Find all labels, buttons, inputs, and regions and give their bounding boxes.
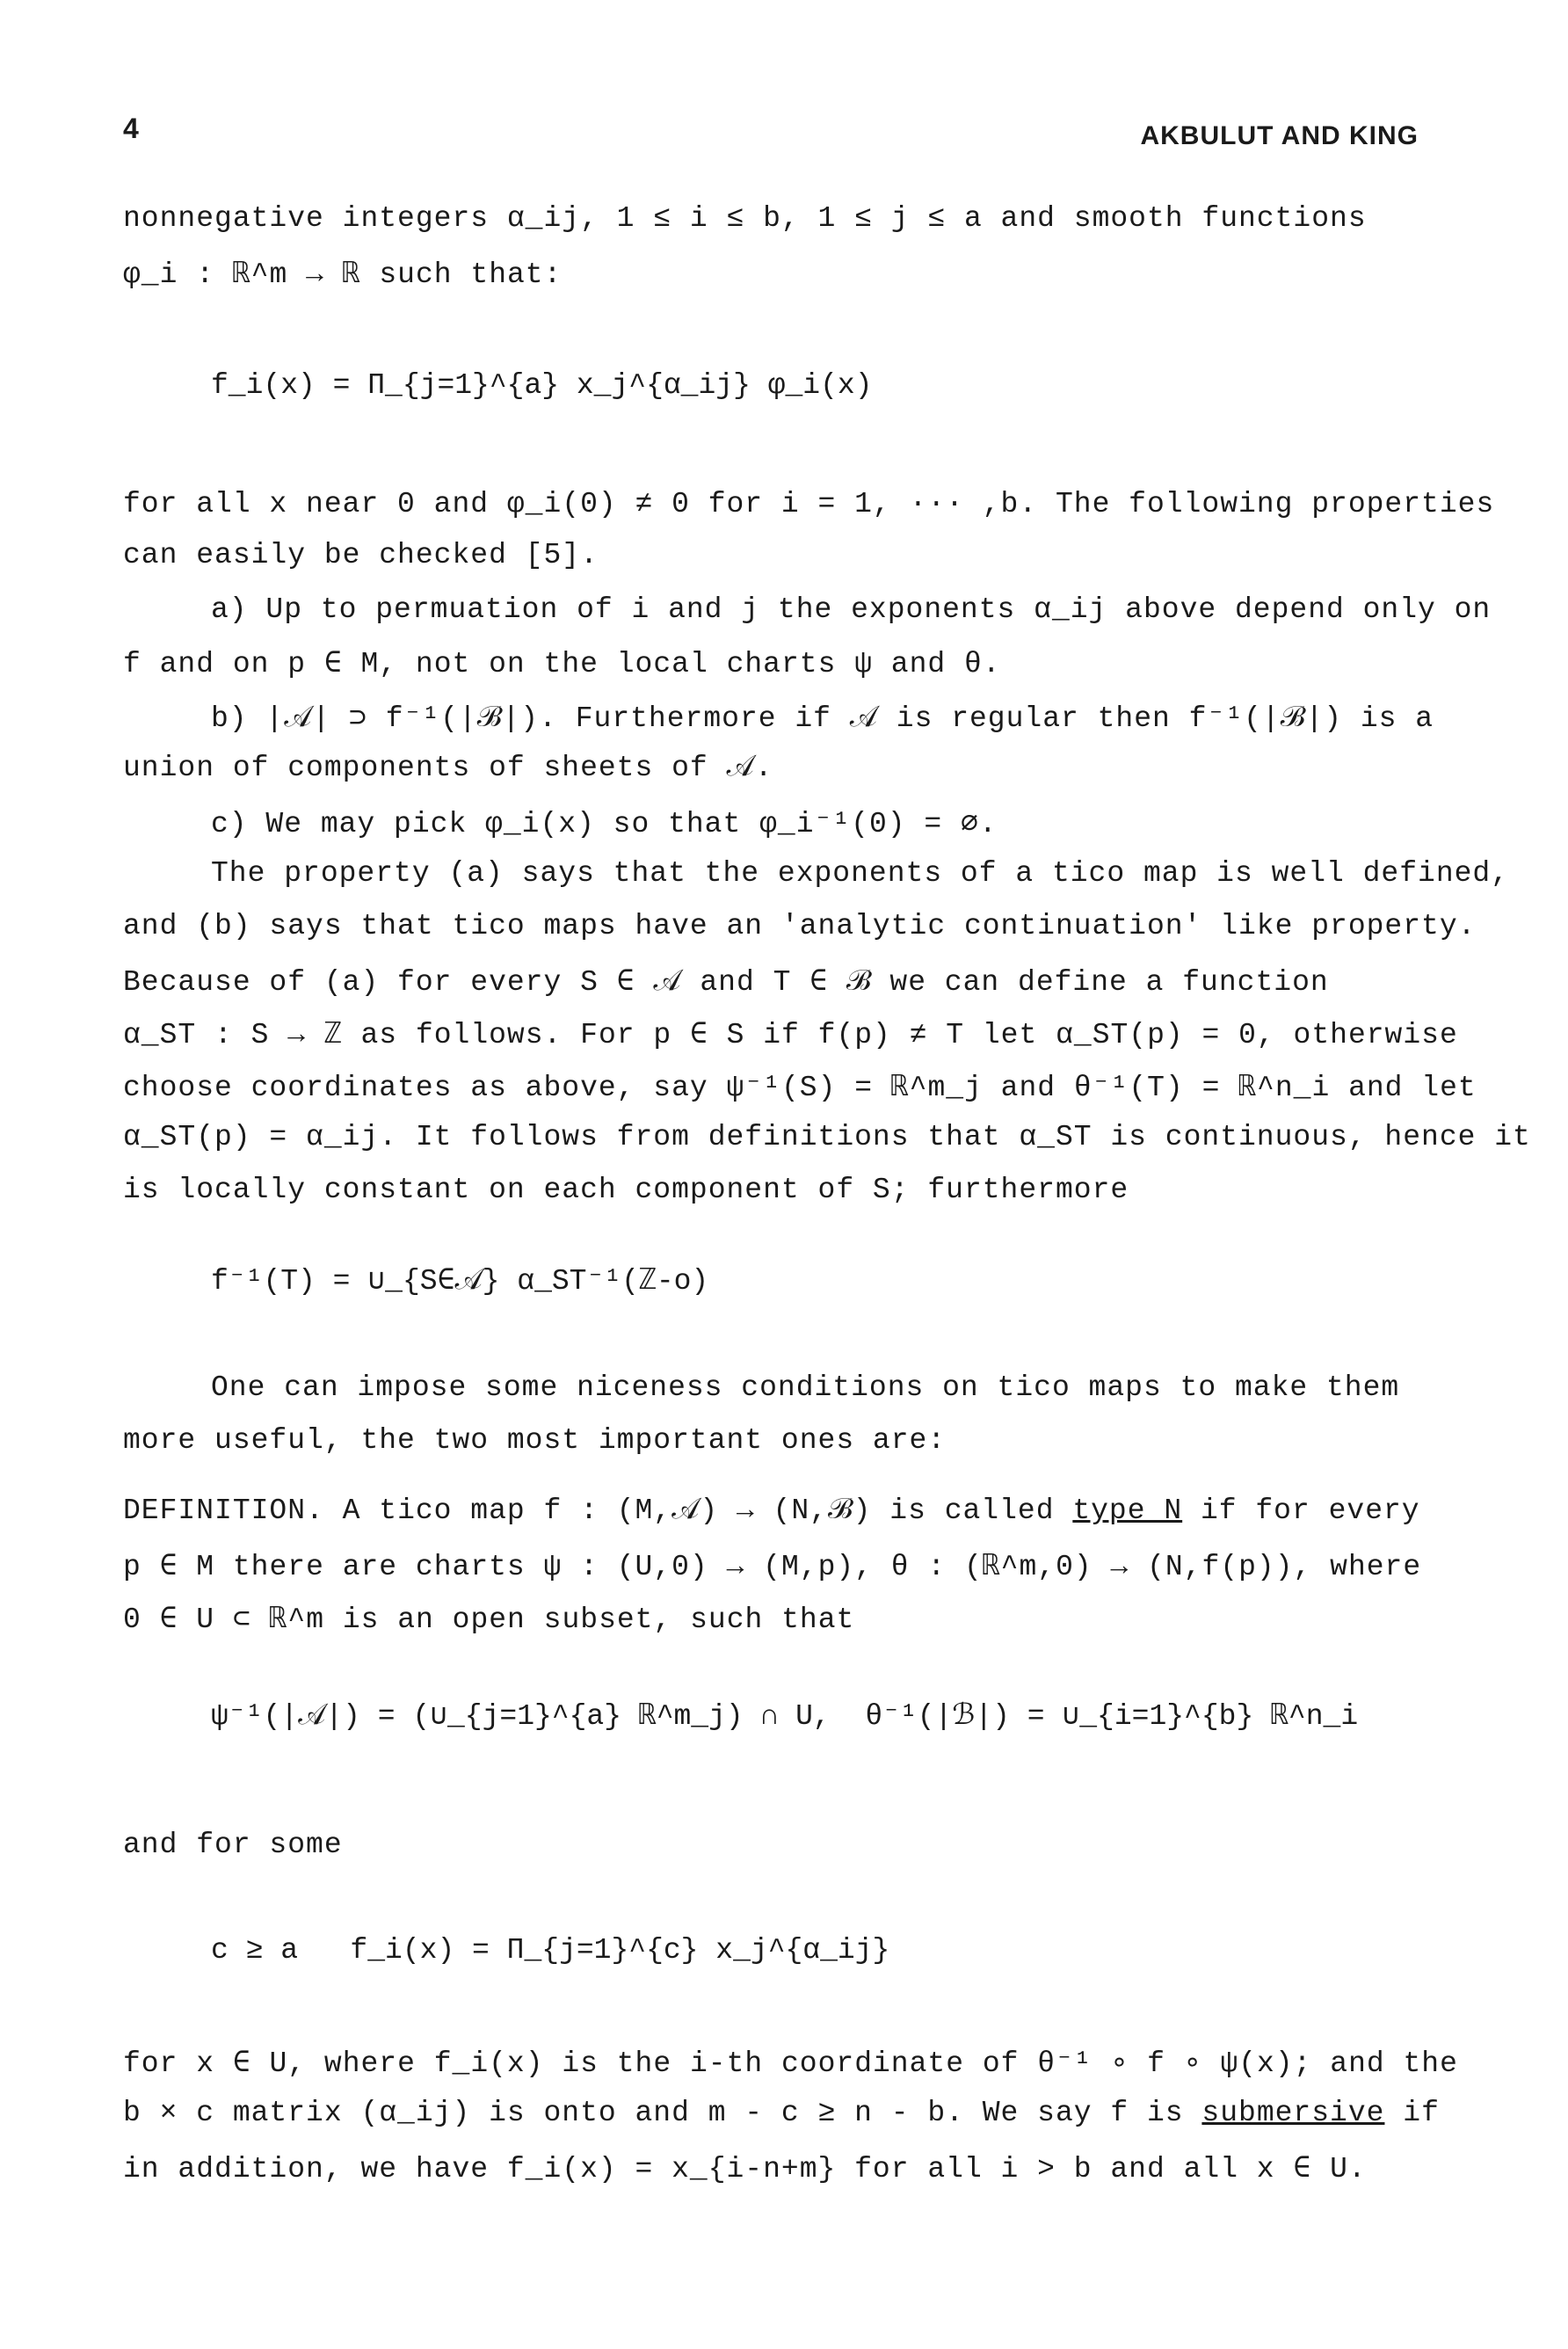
text-line: choose coordinates as above, say ψ⁻¹(S) = ℝ^m_j and θ⁻¹(T) = ℝ^n_i and let (123, 1072, 1477, 1104)
text-line: is locally constant on each component of S; furthermore (123, 1174, 1129, 1206)
text-line: and (b) says that tico maps have an 'analytic continuation' like property. (123, 910, 1477, 942)
text-line-submersive (123, 2097, 1440, 2129)
equation-chart-preimages: ψ⁻¹(|𝒜|) = (∪_{j=1}^{a} ℝ^m_j) ∩ U, θ⁻¹(|ℬ|) = ∪_{i=1}^{b} ℝ^n_i (211, 1700, 1359, 1733)
page-number: 4 (123, 113, 139, 144)
text-line: 0 ∈ U ⊂ ℝ^m is an open subset, such that (123, 1604, 855, 1636)
text-line: for all x near 0 and φ_i(0) ≠ 0 for i = 1, ··· ,b. The following properties (123, 488, 1495, 520)
property-b: b) |𝒜| ⊃ f⁻¹(|ℬ|). Furthermore if 𝒜 is regular then f⁻¹(|ℬ|) is a (211, 702, 1434, 735)
definition-text-end: if for every (1200, 1494, 1420, 1527)
text-line: union of components of sheets of 𝒜. (123, 752, 773, 784)
text-segment: b × c matrix (α_ij) is onto and m - c ≥ n - b. We say f is (123, 2097, 1184, 2129)
text-line: p ∈ M there are charts ψ : (U,0) → (M,p), θ : (ℝ^m,0) → (N,f(p)), where (123, 1551, 1422, 1583)
text-line: The property (a) says that the exponents of a tico map is well defined, (211, 857, 1510, 890)
definition-text: A tico map f : (M,𝒜) → (N,ℬ) is called (342, 1494, 1055, 1527)
term-submersive: submersive (1201, 2097, 1385, 2129)
text-line: more useful, the two most important ones are: (123, 1424, 947, 1457)
text-line: in addition, we have f_i(x) = x_{i-n+m} for all i > b and all x ∈ U. (123, 2153, 1367, 2185)
text-line: One can impose some niceness conditions on tico maps to make them (211, 1371, 1400, 1404)
equation-product-formula: f_i(x) = Π_{j=1}^{a} x_j^{α_ij} φ_i(x) (211, 369, 873, 402)
text-line: for x ∈ U, where f_i(x) is the i-th coordinate of θ⁻¹ ∘ f ∘ ψ(x); and the (123, 2047, 1458, 2080)
running-head: AKBULUT AND KING (1140, 121, 1419, 150)
text-line: and for some (123, 1829, 343, 1861)
definition-label: DEFINITION. (123, 1494, 324, 1527)
text-line: can easily be checked [5]. (123, 539, 599, 571)
equation-monomial-form: c ≥ a f_i(x) = Π_{j=1}^{c} x_j^{α_ij} (211, 1934, 890, 1967)
text-line: nonnegative integers α_ij, 1 ≤ i ≤ b, 1 ≤ j ≤ a and smooth functions (123, 202, 1367, 235)
text-line: φ_i : ℝ^m → ℝ such that: (123, 258, 563, 291)
equation-preimage-union: f⁻¹(T) = ∪_{S∈𝒜} α_ST⁻¹(ℤ-o) (211, 1265, 709, 1298)
text-segment: if (1403, 2097, 1440, 2129)
text-line: f and on p ∈ M, not on the local charts ψ and θ. (123, 648, 1001, 680)
text-line: Because of (a) for every S ∈ 𝒜 and T ∈ ℬ we can define a function (123, 966, 1329, 999)
property-a: a) Up to permuation of i and j the exponents α_ij above depend only on (211, 593, 1492, 626)
definition-line (123, 1494, 1420, 1527)
property-c: c) We may pick φ_i(x) so that φ_i⁻¹(0) = ∅. (211, 808, 998, 840)
term-type-n: type N (1072, 1494, 1183, 1527)
text-line: α_ST(p) = α_ij. It follows from definitions that α_ST is continuous, hence it (123, 1121, 1531, 1153)
text-line: α_ST : S → ℤ as follows. For p ∈ S if f(p) ≠ T let α_ST(p) = 0, otherwise (123, 1019, 1458, 1051)
